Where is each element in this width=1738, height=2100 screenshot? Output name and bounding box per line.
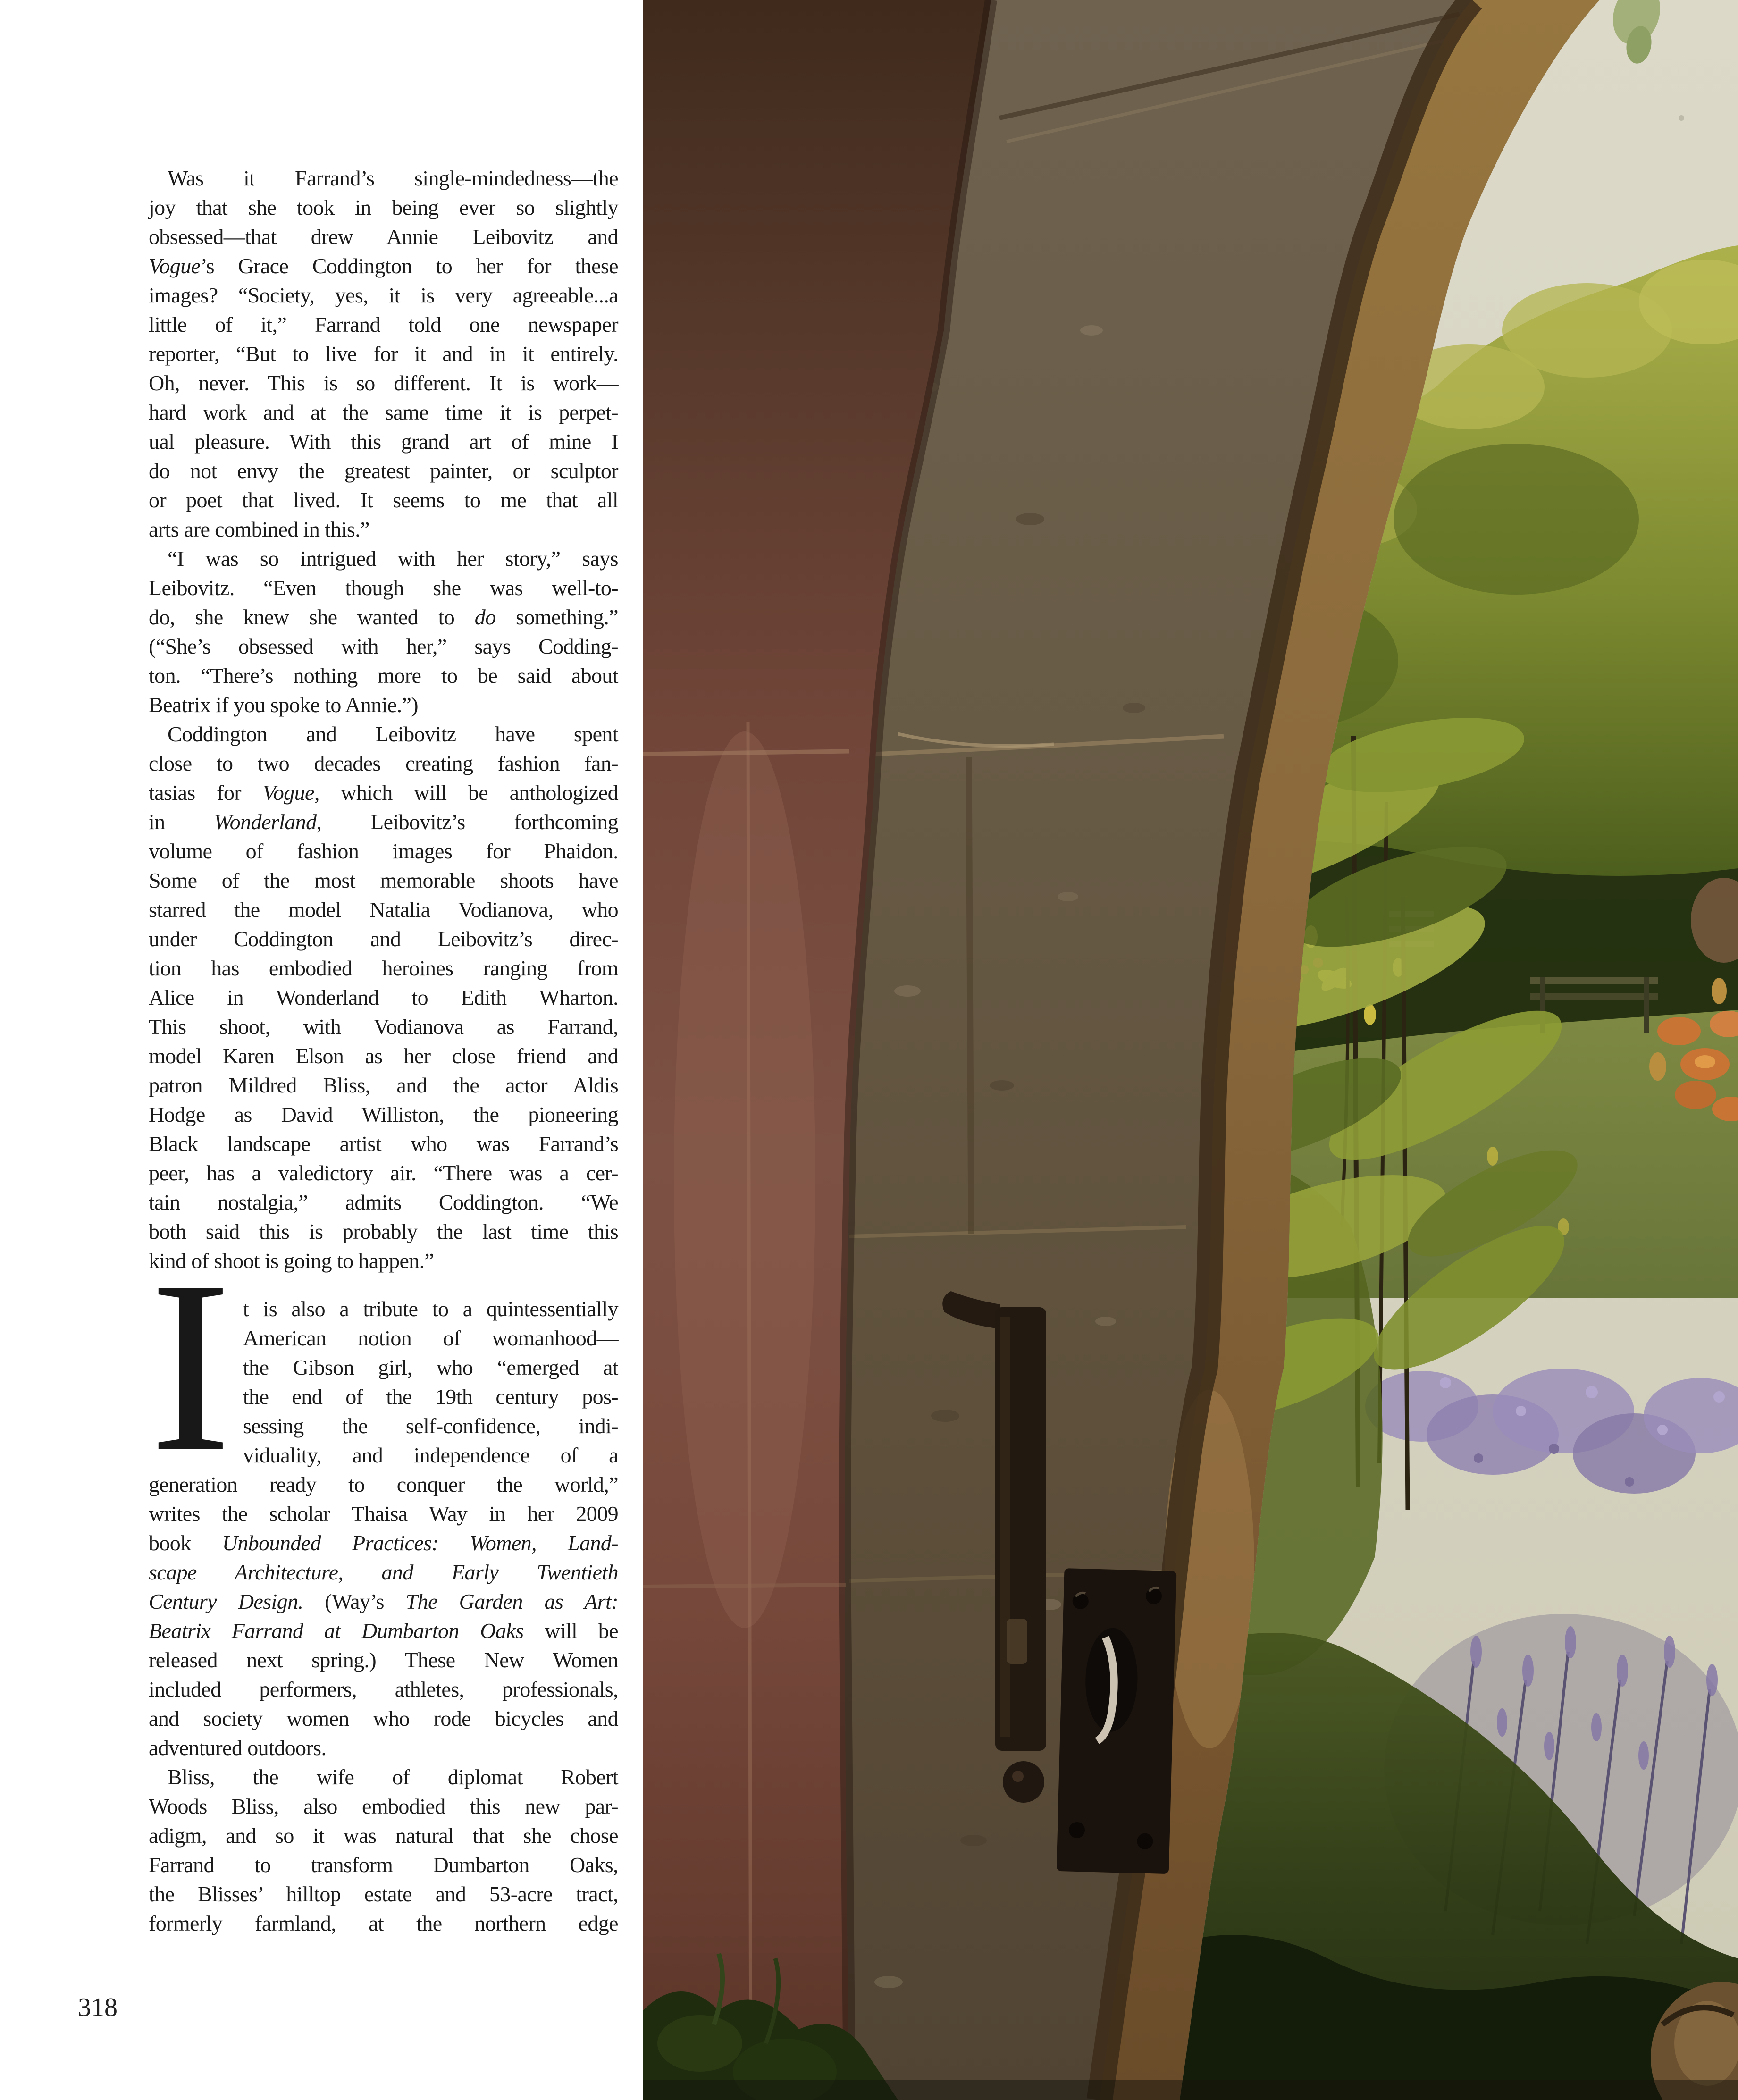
text-line	[149, 895, 618, 924]
text-segment: tain nostalgia,” admits Coddington. “We	[149, 1190, 618, 1214]
text-line	[149, 1159, 618, 1188]
text-segment: ’s Grace Coddington to her for these	[200, 254, 618, 278]
text-segment: “I was so intrigued with her story,” says	[168, 546, 618, 571]
italic-text-segment: The Garden as Art:	[405, 1589, 618, 1613]
text-segment: close to two decades creating fashion fan-	[149, 751, 618, 775]
tree-shadow	[1394, 444, 1639, 595]
text-line	[149, 1587, 618, 1616]
text-segment: obsessed—that drew Annie Leibovitz and	[149, 225, 618, 249]
text-line	[149, 778, 618, 807]
text-segment: Was it Farrand’s single-mindedness—the	[168, 166, 618, 190]
text-line	[149, 1100, 618, 1129]
text-line	[149, 661, 618, 690]
text-line	[149, 222, 618, 252]
text-line	[149, 164, 618, 193]
text-segment: tion has embodied heroines ranging from	[149, 956, 618, 980]
text-line	[149, 486, 618, 515]
article-column	[149, 164, 618, 1938]
paragraph	[149, 164, 618, 544]
italic-text-segment: Wonderland,	[214, 810, 322, 834]
text-line	[149, 690, 618, 720]
text-line	[149, 807, 618, 837]
text-line	[149, 281, 618, 310]
text-segment: adventured outdoors.	[149, 1736, 327, 1760]
text-segment: generation ready to conquer the world,”	[149, 1472, 618, 1496]
text-segment: Leibovitz. “Even though she was well-to-	[149, 576, 618, 600]
text-line	[149, 1012, 618, 1042]
text-line	[149, 837, 618, 866]
text-line	[243, 1324, 618, 1353]
text-segment: ual pleasure. With this grand art of mine I	[149, 429, 618, 454]
text-segment: little of it,” Farrand told one newspaper	[149, 312, 618, 336]
strap-hinge-highlight	[1000, 1317, 1010, 1737]
distant-bird	[1679, 115, 1684, 121]
text-segment: included performers, athletes, professionals,	[149, 1677, 618, 1701]
text-line	[149, 339, 618, 369]
text-line	[149, 1529, 618, 1558]
text-line	[149, 1763, 618, 1792]
text-segment: peer, has a valedictory air. “There was a cer-	[149, 1161, 618, 1185]
strap-hinge-slot	[1007, 1619, 1027, 1664]
text-segment: book	[149, 1531, 222, 1555]
text-line	[149, 1071, 618, 1100]
text-segment: in	[149, 810, 214, 834]
text-line	[149, 1042, 618, 1071]
text-segment: viduality, and independence of a	[243, 1443, 618, 1467]
text-segment: both said this is probably the last time this	[149, 1219, 618, 1243]
text-line	[149, 954, 618, 983]
text-line	[149, 1675, 618, 1704]
text-segment: t is also a tribute to a quintessentially	[243, 1297, 618, 1321]
text-line	[149, 749, 618, 778]
text-segment: do, she knew she wanted to	[149, 605, 475, 629]
garden-archway-photo-svg	[643, 0, 1738, 2100]
text-line	[243, 1411, 618, 1441]
text-segment: Black landscape artist who was Farrand’s	[149, 1132, 618, 1156]
italic-text-segment: Century Design.	[149, 1589, 303, 1613]
text-segment: reporter, “But to live for it and in it entirely.	[149, 342, 618, 366]
text-segment: the Blisses’ hilltop estate and 53-acre tract,	[149, 1882, 618, 1906]
text-segment: something.”	[495, 605, 618, 629]
text-segment: This shoot, with Vodianova as Farrand,	[149, 1015, 618, 1039]
text-segment: or poet that lived. It seems to me that all	[149, 488, 618, 512]
text-segment: Hodge as David Williston, the pioneering	[149, 1102, 618, 1126]
text-segment: and society women who rode bicycles and	[149, 1706, 618, 1730]
text-segment: Woods Bliss, also embodied this new par-	[149, 1794, 618, 1818]
text-line	[149, 1909, 618, 1938]
text-line	[149, 720, 618, 749]
text-segment: sessing the self-confidence, indi-	[243, 1414, 618, 1438]
text-segment: Farrand to transform Dumbarton Oaks,	[149, 1853, 618, 1877]
iron-latch-plate	[1057, 1568, 1177, 1874]
text-segment: adigm, and so it was natural that she chose	[149, 1823, 618, 1848]
text-line	[243, 1294, 618, 1324]
text-segment: patron Mildred Bliss, and the actor Aldis	[149, 1073, 618, 1097]
text-segment: Oh, never. This is so different. It is work—	[149, 371, 618, 395]
text-line	[149, 603, 618, 632]
text-segment: starred the model Natalia Vodianova, who	[149, 898, 618, 922]
garden-archway-photo	[643, 0, 1738, 2100]
text-line	[149, 632, 618, 661]
text-segment: Leibovitz’s forthcoming	[321, 810, 619, 834]
paragraph	[149, 1763, 618, 1938]
text-line	[149, 1704, 618, 1733]
italic-text-segment: Unbounded Practices: Women, Land-	[222, 1531, 618, 1555]
italic-text-segment: do	[474, 605, 496, 629]
text-line	[149, 573, 618, 603]
text-segment: Coddington and Leibovitz have spent	[168, 722, 618, 746]
text-segment: Beatrix if you spoke to Annie.”)	[149, 693, 419, 717]
text-segment: Alice in Wonderland to Edith Wharton.	[149, 985, 618, 1009]
text-segment: images? “Society, yes, it is very agreeable...a	[149, 283, 618, 307]
text-line	[149, 1792, 618, 1821]
text-line	[149, 1499, 618, 1529]
text-segment: which will be anthologized	[319, 781, 618, 805]
text-line	[149, 369, 618, 398]
text-segment: American notion of womanhood—	[243, 1326, 618, 1350]
paragraph	[149, 544, 618, 720]
text-line	[149, 252, 618, 281]
page-number: 318	[78, 1993, 118, 2022]
text-segment: released next spring.) These New Women	[149, 1648, 618, 1672]
italic-text-segment: scape Architecture, and Early Twentieth	[149, 1560, 618, 1584]
text-line	[149, 866, 618, 895]
text-segment: ton. “There’s nothing more to be said about	[149, 664, 618, 688]
text-segment: arts are combined in this.”	[149, 517, 369, 541]
text-line	[149, 544, 618, 573]
strap-hinge-finial	[1003, 1761, 1044, 1803]
text-segment: (Way’s	[303, 1589, 406, 1613]
text-segment: formerly farmland, at the northern edge	[149, 1911, 618, 1935]
text-line	[149, 1616, 618, 1646]
text-line	[149, 515, 618, 544]
text-line	[149, 1880, 618, 1909]
text-line	[243, 1382, 618, 1411]
text-segment: hard work and at the same time it is perpet-	[149, 400, 618, 424]
text-line	[149, 193, 618, 222]
italic-text-segment: Beatrix Farrand at Dumbarton Oaks	[149, 1619, 524, 1643]
text-segment: under Coddington and Leibovitz’s direc-	[149, 927, 618, 951]
text-line	[149, 1646, 618, 1675]
text-segment: Bliss, the wife of diplomat Robert	[168, 1765, 618, 1789]
drop-cap: I	[150, 1231, 232, 1502]
text-segment: volume of fashion images for Phaidon.	[149, 839, 618, 863]
text-line	[243, 1353, 618, 1382]
text-segment: tasias for	[149, 781, 263, 805]
text-line	[149, 924, 618, 954]
italic-text-segment: Vogue	[149, 254, 201, 278]
text-segment: Some of the most memorable shoots have	[149, 868, 618, 892]
text-line	[149, 983, 618, 1012]
text-line	[243, 1441, 618, 1470]
text-segment: the Gibson girl, who “emerged at	[243, 1355, 618, 1379]
text-segment: (“She’s obsessed with her,” says Codding-	[149, 634, 618, 658]
italic-text-segment: Vogue,	[262, 781, 319, 805]
text-line	[149, 1733, 618, 1763]
text-segment: kind of shoot is going to happen.”	[149, 1249, 434, 1273]
text-segment: model Karen Elson as her close friend and	[149, 1044, 618, 1068]
text-line	[149, 1850, 618, 1880]
finial-highlight	[1012, 1771, 1024, 1782]
text-segment: do not envy the greatest painter, or sculptor	[149, 459, 618, 483]
text-line	[149, 1188, 618, 1217]
text-line	[149, 310, 618, 339]
text-segment: will be	[523, 1619, 619, 1643]
text-line	[149, 398, 618, 427]
text-line	[149, 1821, 618, 1850]
photo-bottom-edge	[643, 2080, 1738, 2100]
text-segment: joy that she took in being ever so slightly	[149, 195, 618, 219]
text-line	[149, 456, 618, 486]
paragraph	[149, 720, 618, 1276]
text-segment: writes the scholar Thaisa Way in her 2009	[149, 1502, 618, 1526]
text-line	[149, 427, 618, 456]
text-segment: the end of the 19th century pos-	[243, 1385, 618, 1409]
text-line	[149, 1558, 618, 1587]
text-line	[149, 1129, 618, 1159]
